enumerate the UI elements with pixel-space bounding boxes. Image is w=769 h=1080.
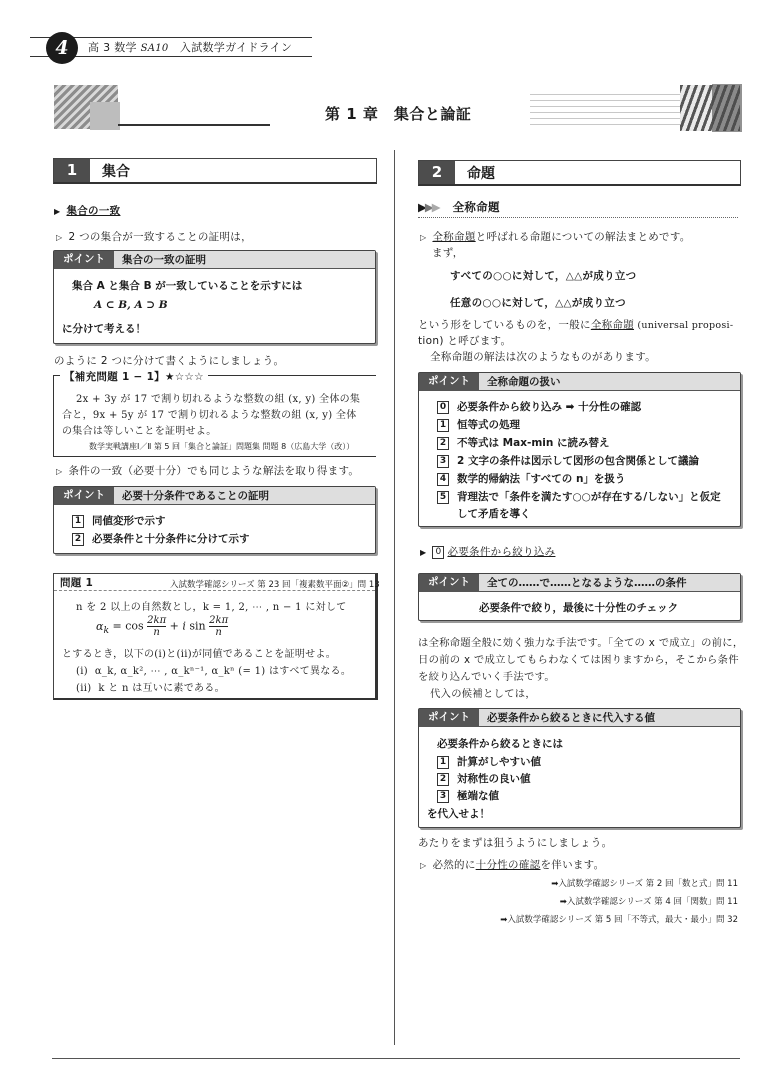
point-item-4: 4 数学的帰納法「すべての n」を扱う xyxy=(437,471,625,486)
sub-topic-narrowing: ▶ 0 必要条件から絞り込み xyxy=(420,546,556,558)
page-number: 4 xyxy=(46,32,78,64)
point-title: 全称命題の扱い xyxy=(487,376,561,388)
running-header xyxy=(88,39,292,55)
section-1-header xyxy=(53,158,377,184)
supplementary-line-2: 合と，9x + 5y が 17 で割り切れるような整数の組 (x, y) 全体 xyxy=(62,410,357,421)
topic-universal-proposition: ▶▶▶ 全称命題 xyxy=(418,200,500,214)
condition-intro: ▷ 条件の一致（必要十分）でも同じような解法を取り得ます。 xyxy=(56,465,360,477)
point-tag: ポイント xyxy=(54,251,114,268)
chapter-title: 第 1 章 集合と論証 xyxy=(325,105,472,123)
point-tail: を代入せよ！ xyxy=(427,808,490,820)
formula-lhs: $\alpha_k$ xyxy=(96,619,109,636)
chapter-rule xyxy=(118,124,270,126)
header-course-code: SA10 xyxy=(140,43,169,54)
problem-1-title: 問題 1 xyxy=(60,577,94,589)
triangle-bullet-icon: ▶ xyxy=(54,207,61,216)
point-item-1: 1 計算がしやすい値 xyxy=(437,754,541,769)
para2-line-2: 日の前の x で成立してもらわなくては困りますから，そこから条件 xyxy=(418,654,739,666)
point-box-header xyxy=(54,487,375,505)
point-tag: ポイント xyxy=(419,574,479,591)
point-tag: ポイント xyxy=(419,709,479,726)
reference-3: ➡入試数学確認シリーズ 第 5 回「不等式，最大・最小」問 32 xyxy=(500,915,738,925)
point-box-header xyxy=(419,574,740,592)
point-title: 必要十分条件であることの証明 xyxy=(122,490,269,502)
reference-2: ➡入試数学確認シリーズ 第 4 回「関数」問 11 xyxy=(559,897,738,907)
point-body: 必要条件で絞り，最後に十分性のチェック xyxy=(479,602,679,614)
point-item-3: 3 極端な値 xyxy=(437,788,499,803)
point-item-0: 0 必要条件から絞り込み ➡ 十分性の確認 xyxy=(437,399,641,414)
number-box: 4 xyxy=(437,473,449,486)
number-box: 2 xyxy=(437,773,449,786)
chapter-ornament-left-box xyxy=(90,102,120,130)
chapter-ornament-lines xyxy=(530,89,680,125)
header-main: 高 3 数学 xyxy=(88,41,141,54)
para4: ▷ 必然的に十分性の確認を伴います。 xyxy=(420,859,605,871)
section-2-header xyxy=(418,160,741,186)
problem-1-line-1: n を 2 以上の自然数とし，k = 1, 2, ⋯ , n − 1 に対して xyxy=(76,602,347,613)
problem-1-formula: $\alpha_k = \cos$ $\frac{2k\pi}{n}$ + i sin $\frac{2k\pi}{n}$ xyxy=(96,615,229,638)
para1-line-3: 全称命題の解法は次のようなものがあります。 xyxy=(430,351,656,363)
point-line-3: に分けて考える！ xyxy=(62,323,146,335)
number-box: 3 xyxy=(437,455,449,468)
number-box: 1 xyxy=(437,756,449,769)
number-box: 2 xyxy=(437,437,449,450)
para2-line-3: を絞り込んでいく手法です。 xyxy=(418,671,555,683)
supplementary-line-3: の集合は等しいことを証明せよ。 xyxy=(62,426,217,437)
para1-line-1: という形をしているものを，一般に全称命題 (universal proposi- xyxy=(418,319,734,331)
supplementary-line-1: 2x + 3y が 17 で割り切れるような整数の組 (x, y) 全体の集 xyxy=(76,394,361,405)
point-line-2: A ⊂ B, A ⊃ B xyxy=(94,299,168,311)
number-box: 3 xyxy=(437,790,449,803)
problem-1-cond-1: (i) α_k, α_k², ⋯ , α_kⁿ⁻¹, α_kⁿ (= 1) はすべて異なる。 xyxy=(76,666,352,677)
hollow-triangle-icon: ▷ xyxy=(56,467,63,476)
number-box: 5 xyxy=(437,491,449,504)
number-box: 2 xyxy=(72,533,84,546)
point-line-1: 集合 A と集合 B が一致していることを示すには xyxy=(72,280,303,292)
point-box-condition xyxy=(418,573,741,621)
number-box: 1 xyxy=(72,515,84,528)
para3: あたりをまずは狙うようにしましょう。 xyxy=(418,837,613,849)
point-item-2: 2 不等式は Max-min に読み替え xyxy=(437,435,610,450)
point-item-2: 2 必要条件と十分条件に分けて示す xyxy=(72,531,250,546)
point-item-1: 1 同値変形で示す xyxy=(72,513,166,528)
hollow-triangle-icon: ▷ xyxy=(420,233,427,242)
point-title: 集合の一致の証明 xyxy=(122,254,206,266)
hollow-triangle-icon: ▷ xyxy=(420,861,427,870)
problem-header-rule xyxy=(54,590,375,591)
point-item-1: 1 恒等式の処理 xyxy=(437,417,520,432)
point-box-header xyxy=(54,251,375,269)
point-title: 必要条件から絞るときに代入する値 xyxy=(487,712,655,724)
problem-1-cond-2: (ii) k と n は互いに素である。 xyxy=(76,683,225,694)
header-title: 入試数学ガイドライン xyxy=(168,41,293,54)
formula-fraction-2: $\frac{2k\pi}{n}$ xyxy=(209,615,229,638)
topic-set-equality: ▶ 集合の一致 xyxy=(54,205,121,217)
problem-1-source: 入試数学確認シリーズ 第 23 回「複素数平面②」問 13 xyxy=(170,580,380,590)
point-item-2: 2 対称性の良い値 xyxy=(437,771,531,786)
point-item-3: 3 2 文字の条件は図示して図形の包含関係として議論 xyxy=(437,453,699,468)
point-lead: 必要条件から絞るときには xyxy=(437,738,563,750)
para2-line-4: 代入の候補としては， xyxy=(430,688,536,700)
point-title: 全ての……で……となるような……の条件 xyxy=(487,577,687,589)
point-tag: ポイント xyxy=(54,487,114,504)
supplementary-source: 数学実戦講座Ⅰ／Ⅱ 第 5 回「集合と論証」問題集 問題 8（広島大学（改）） xyxy=(86,441,357,452)
point-box-header xyxy=(419,709,740,727)
point-box-set-equality xyxy=(53,250,376,344)
triple-arrow-icon: ▶▶▶ xyxy=(418,200,439,214)
sec2-intro-cont: まず， xyxy=(432,247,464,259)
footer-rule xyxy=(52,1058,740,1059)
number-box: 1 xyxy=(437,419,449,432)
point-box-substitution xyxy=(418,708,741,828)
claim-2: 任意の○○に対して，△△が成り立つ xyxy=(450,297,626,309)
supplementary-title: 【補充問題 1 − 1】★☆☆☆ xyxy=(60,369,208,384)
number-box: 0 xyxy=(437,401,449,414)
section-1-number: 1 xyxy=(54,159,90,182)
column-divider xyxy=(394,150,395,1045)
para1-line-2: tion) と呼びます。 xyxy=(418,335,512,347)
section-2-number: 2 xyxy=(419,161,455,184)
point-tag: ポイント xyxy=(419,373,479,390)
sec2-intro: ▷ 全称命題と呼ばれる命題についての解法まとめです。 xyxy=(420,231,691,243)
triangle-bullet-icon: ▶ xyxy=(420,548,427,557)
point-item-5: 5 背理法で「条件を満たす○○が存在する/しない」と仮定 xyxy=(437,489,721,504)
formula-fraction-1: $\frac{2k\pi}{n}$ xyxy=(147,615,167,638)
claim-1: すべての○○に対して，△△が成り立つ xyxy=(450,270,637,282)
problem-1-line-2: とするとき，以下の(i)と(ii)が同値であることを証明せよ。 xyxy=(62,649,337,660)
section-1-title: 集合 xyxy=(102,164,130,180)
hollow-triangle-icon: ▷ xyxy=(56,233,63,242)
point-box-necessary-sufficient xyxy=(53,486,376,554)
intro-line: ▷ 2 つの集合が一致することの証明は， xyxy=(56,231,252,243)
chapter-ornament-right-box xyxy=(712,84,742,132)
para2-line-1: は全称命題全般に効く強力な手法です。「全ての x で成立」の前に， xyxy=(418,637,744,649)
after-point-1: のように 2 つに分けて書くようにしましょう。 xyxy=(54,355,285,367)
point-box-universal xyxy=(418,372,741,527)
point-item-5-cont: して矛盾を導く xyxy=(457,508,531,520)
reference-1: ➡入試数学確認シリーズ 第 2 回「数と式」問 11 xyxy=(551,879,738,889)
section-2-title: 命題 xyxy=(467,166,495,182)
point-box-header xyxy=(419,373,740,391)
topic-rule xyxy=(418,217,738,218)
